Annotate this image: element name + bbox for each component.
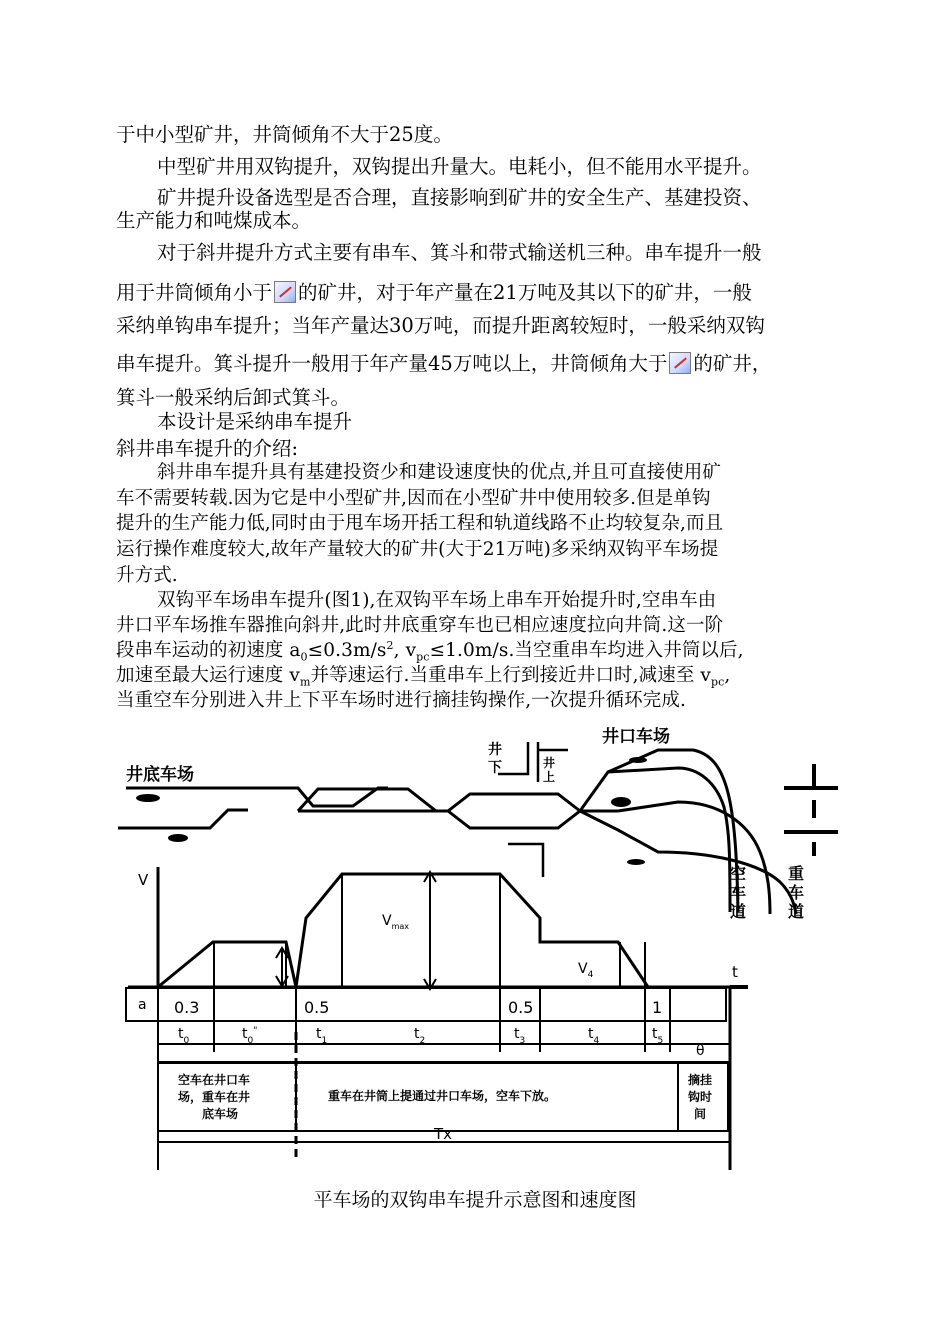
text-span: , bbox=[724, 665, 731, 686]
t-label-sub: 2 bbox=[419, 1036, 426, 1046]
text-line: 提升的生产能力低,同时由于甩车场开括工程和轨道线路不止均较复杂,而且 bbox=[116, 513, 724, 534]
text-span: 的矿井，对于年产量在21万吨及其以下的矿井，一般 bbox=[298, 281, 752, 304]
phase-left-label bbox=[178, 1072, 250, 1121]
text-line: 对于斜井提升方式主要有串车、箕斗和带式输送机三种。串车提升一般 bbox=[157, 241, 762, 264]
text-line: 生产能力和吨煤成本。 bbox=[116, 209, 312, 232]
passing-loop bbox=[448, 811, 618, 828]
direction-arrows bbox=[498, 742, 568, 877]
a-value: 0.3 bbox=[174, 998, 200, 1017]
phase-right-line: 钩时 bbox=[688, 1090, 713, 1104]
phase-right-line: 摘挂 bbox=[688, 1073, 713, 1087]
char: 道 bbox=[788, 902, 805, 921]
text-line: 斜井串车提升具有基建投资少和建设速度快的优点,并且可直接使用矿 bbox=[157, 462, 721, 483]
text-span: ≤0.3m/s bbox=[307, 640, 387, 661]
text-line: 本设计是采纳串车提升 bbox=[157, 410, 353, 433]
passing-loop bbox=[298, 789, 580, 811]
text-line: 中型矿井用双钩提升，双钩提出升量大。电耗小，但不能用水平提升。 bbox=[157, 155, 762, 178]
phase-right-line: 间 bbox=[694, 1107, 707, 1121]
wall-marker bbox=[508, 844, 543, 877]
empty-track-curve bbox=[618, 802, 770, 914]
text-span: 串车提升。箕斗提升一般用于年产量45万吨以上，井筒倾角大于 bbox=[116, 352, 668, 375]
text-span: ≤1.0m/s.当空重串车均进入井筒以后, bbox=[429, 640, 744, 661]
t-label-sub: 0 bbox=[183, 1036, 190, 1046]
char: 道 bbox=[730, 902, 747, 921]
up-label-char: 上 bbox=[543, 770, 556, 784]
t-label-main: t bbox=[316, 1026, 322, 1042]
t-label-sub: 5 bbox=[657, 1036, 664, 1046]
velocity-curve bbox=[296, 874, 648, 987]
text-line: 采纳单钩串车提升；当年产量达30万吨，而提升距离较短时，一般采纳双钩 bbox=[116, 314, 765, 337]
t-label-sub: 0 bbox=[247, 1036, 254, 1046]
t-label-main: t bbox=[514, 1026, 520, 1042]
up-label-char: 井 bbox=[543, 756, 556, 770]
subscript: m bbox=[299, 675, 311, 689]
down-label-char: 下 bbox=[488, 760, 502, 776]
car-icon bbox=[136, 794, 160, 802]
vmax-label bbox=[382, 913, 409, 931]
t-label-main: t bbox=[242, 1026, 248, 1042]
text-line: 运行操作难度较大,故年产量较大的矿井(大于21万吨)多采纳双钩平车场提 bbox=[116, 539, 719, 560]
vmax-label-sub: max bbox=[391, 922, 410, 931]
v4-label-sub: 4 bbox=[587, 970, 594, 980]
bottom-yard-track bbox=[118, 810, 248, 828]
subscript: pc bbox=[416, 650, 430, 664]
down-label-char: 井 bbox=[488, 742, 502, 758]
text-line bbox=[116, 640, 744, 662]
char: 空 bbox=[730, 864, 747, 883]
text-line: 箕斗一般采纳后卸式箕斗。 bbox=[116, 386, 351, 409]
up-label bbox=[543, 755, 555, 784]
top-yard-track bbox=[608, 750, 738, 912]
velocity-curve bbox=[158, 942, 296, 987]
velocity-curve bbox=[214, 874, 500, 987]
text-line: 双钩平车场串车提升(图1),在双钩平车场上串车开始提升时,空串车由 bbox=[157, 590, 717, 611]
t-label-main: t bbox=[588, 1026, 594, 1042]
text-span: 的矿井， bbox=[693, 352, 772, 375]
text-line: 升方式. bbox=[116, 565, 178, 586]
bottom-yard-label: 井底车场 bbox=[126, 765, 194, 785]
a-row bbox=[126, 988, 726, 1021]
v4-label bbox=[578, 961, 594, 980]
text-line: 车不需要转载.因为它是中小型矿井,因而在小型矿井中使用较多.但是单钩 bbox=[116, 488, 711, 509]
stop-symbols bbox=[784, 764, 838, 856]
t-label-sub: 3 bbox=[519, 1036, 526, 1046]
a-label: a bbox=[138, 997, 147, 1013]
car-icon bbox=[611, 797, 631, 807]
t-label-main: t bbox=[178, 1026, 184, 1042]
subscript: pc bbox=[710, 675, 725, 689]
v-axis-label: V bbox=[138, 871, 149, 889]
char: 车 bbox=[730, 883, 747, 902]
figure-caption: 平车场的双钩串车提升示意图和速度图 bbox=[313, 1189, 637, 1211]
vmax-label-main: V bbox=[382, 913, 392, 929]
car-icon bbox=[168, 834, 188, 842]
equation-image-icon bbox=[669, 352, 691, 374]
text-line: 矿井提升设备选型是否合理，直接影响到矿井的安全生产、基建投资、 bbox=[157, 186, 762, 209]
car-icon bbox=[627, 859, 645, 865]
t-label-sub: 1 bbox=[321, 1036, 328, 1046]
text-span: , v bbox=[393, 640, 417, 661]
text-span: 加速至最大运行速度 v bbox=[116, 665, 300, 686]
theta-label: θ bbox=[696, 1043, 705, 1059]
subscript: 0 bbox=[300, 650, 308, 664]
char: 重 bbox=[788, 864, 805, 883]
t-label-sup: " bbox=[253, 1026, 258, 1036]
text-line bbox=[116, 352, 771, 375]
text-line: 井口平车场推车器推向斜井,此时井底重穿车也已相应速度拉向井筒.这一阶 bbox=[116, 615, 724, 636]
t-label-main: t bbox=[652, 1026, 658, 1042]
text-line: 当重空车分别进入井上下平车场时进行摘挂钩操作,一次提升循环完成. bbox=[116, 690, 686, 711]
main-track bbox=[126, 788, 388, 806]
phase-left-line: 底车场 bbox=[202, 1107, 239, 1121]
a-value: 1 bbox=[652, 998, 663, 1017]
hoisting-diagram bbox=[118, 722, 838, 1172]
t-label-main: t bbox=[414, 1026, 420, 1042]
track-layout bbox=[118, 750, 796, 914]
empty-track-label bbox=[730, 864, 746, 921]
top-yard-label: 井口车场 bbox=[602, 727, 670, 747]
text-line bbox=[116, 281, 752, 304]
text-span: 用于井筒倾角小于 bbox=[116, 281, 273, 304]
total-label: Tx bbox=[434, 1125, 453, 1143]
text-line: 斜井串车提升的介绍: bbox=[116, 437, 299, 460]
text-span: 段串车运动的初速度 a bbox=[116, 640, 301, 661]
equation-image-icon bbox=[274, 281, 296, 303]
a-value: 0.5 bbox=[508, 998, 534, 1017]
phase-left-line: 空车在井口车 bbox=[178, 1073, 251, 1087]
phase-middle-label: 重车在井筒上提通过井口车场，空车下放。 bbox=[328, 1089, 557, 1103]
char: 车 bbox=[788, 883, 805, 902]
t-label-sub: 4 bbox=[593, 1036, 600, 1046]
car-icon bbox=[629, 757, 647, 763]
superscript: 2 bbox=[386, 638, 394, 652]
phase-left-line: 场，重车在井 bbox=[178, 1090, 251, 1104]
loaded-track-label bbox=[788, 864, 804, 921]
v4-label-main: V bbox=[578, 961, 588, 977]
text-span: 并等速运行.当重串车上行到接近井口时,减速至 v bbox=[310, 665, 711, 686]
a-value: 0.5 bbox=[304, 998, 330, 1017]
dimension-arrows bbox=[276, 872, 436, 989]
phase-right-label bbox=[687, 1072, 712, 1121]
t-axis-label: t bbox=[732, 963, 738, 981]
text-line bbox=[116, 665, 730, 687]
arrow-down-icon bbox=[498, 742, 528, 774]
text-line: 于中小型矿井，井筒倾角不大于25度。 bbox=[116, 123, 453, 146]
down-label bbox=[488, 742, 502, 776]
top-yard-track bbox=[580, 768, 730, 912]
